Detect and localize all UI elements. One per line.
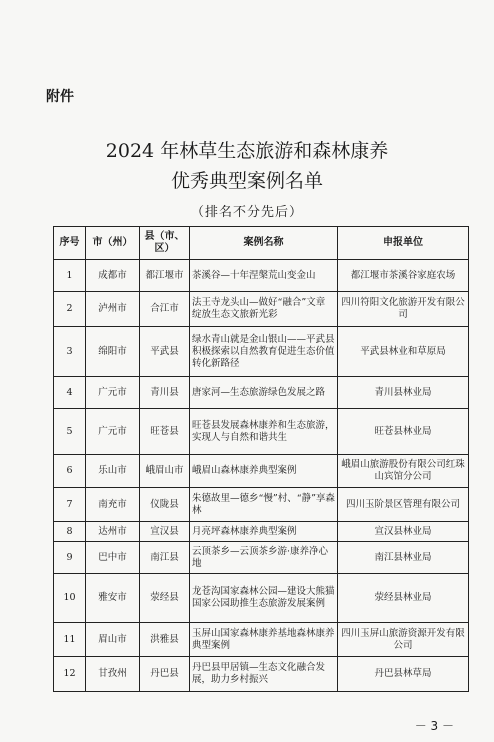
table-row <box>54 542 469 574</box>
row-index: 7 <box>54 488 86 522</box>
row-city: 成都市 <box>86 260 140 292</box>
row-case-name: 云顶茶乡—云顶茶乡游·康养净心地 <box>190 542 338 574</box>
row-county: 青川县 <box>140 377 190 409</box>
row-county: 宣汉县 <box>140 522 190 542</box>
table-header-row <box>54 227 469 260</box>
row-case-name: 唐家河—生态旅游绿色发展之路 <box>190 377 338 409</box>
annex-label: 附件 <box>46 89 74 105</box>
row-applicant: 宣汉县林业局 <box>338 522 469 542</box>
row-applicant: 旺苍县林业局 <box>338 409 469 455</box>
row-index: 1 <box>54 260 86 292</box>
row-applicant: 四川符阳文化旅游开发有限公司 <box>338 292 469 327</box>
table-row <box>54 292 469 327</box>
row-county: 合江市 <box>140 292 190 327</box>
row-applicant: 荥经县林业局 <box>338 574 469 623</box>
table-row <box>54 657 469 692</box>
row-applicant: 都江堰市茶溪谷家庭农场 <box>338 260 469 292</box>
table-row <box>54 409 469 455</box>
row-county: 仪陇县 <box>140 488 190 522</box>
row-county: 丹巴县 <box>140 657 190 692</box>
row-case-name: 绿水青山就是金山银山——平武县积极探索以自然教育促进生态价值转化新路径 <box>190 327 338 377</box>
row-index: 3 <box>54 327 86 377</box>
row-city: 绵阳市 <box>86 327 140 377</box>
header-county: 县（市、区） <box>140 227 190 260</box>
row-city: 广元市 <box>86 409 140 455</box>
row-index: 6 <box>54 455 86 488</box>
row-applicant: 峨眉山旅游股份有限公司红珠山宾馆分公司 <box>338 455 469 488</box>
row-city: 乐山市 <box>86 455 140 488</box>
row-applicant: 南江县林业局 <box>338 542 469 574</box>
table-row <box>54 522 469 542</box>
row-county: 峨眉山市 <box>140 455 190 488</box>
table-row <box>54 488 469 522</box>
row-applicant: 丹巴县林草局 <box>338 657 469 692</box>
page-number: － 3 － <box>414 719 454 733</box>
row-county: 南江县 <box>140 542 190 574</box>
row-case-name: 朱德故里—德乡“慢”村、“静”享森林 <box>190 488 338 522</box>
row-case-name: 法王寺龙头山—做好“融合”文章 绽放生态文旅新光彩 <box>190 292 338 327</box>
document-title-line2: 优秀典型案例名单 <box>170 170 323 192</box>
row-index: 2 <box>54 292 86 327</box>
row-city: 广元市 <box>86 377 140 409</box>
row-case-name: 玉屏山国家森林康养基地森林康养典型案例 <box>190 623 338 657</box>
row-index: 4 <box>54 377 86 409</box>
table-row <box>54 455 469 488</box>
row-index: 10 <box>54 574 86 623</box>
row-city: 甘孜州 <box>86 657 140 692</box>
case-list-table <box>53 226 469 692</box>
row-city: 雅安市 <box>86 574 140 623</box>
header-index: 序号 <box>54 227 86 260</box>
row-county: 都江堰市 <box>140 260 190 292</box>
row-case-name: 旺苍县发展森林康养和生态旅游，实现人与自然和谐共生 <box>190 409 338 455</box>
document-subtitle: （排名不分先后） <box>190 205 303 220</box>
row-index: 5 <box>54 409 86 455</box>
row-index: 12 <box>54 657 86 692</box>
row-county: 荥经县 <box>140 574 190 623</box>
row-case-name: 峨眉山森林康养典型案例 <box>190 455 338 488</box>
row-applicant: 四川玉屏山旅游资源开发有限公司 <box>338 623 469 657</box>
table-row <box>54 377 469 409</box>
row-county: 旺苍县 <box>140 409 190 455</box>
row-city: 眉山市 <box>86 623 140 657</box>
table-row <box>54 623 469 657</box>
row-county: 平武县 <box>140 327 190 377</box>
row-city: 达州市 <box>86 522 140 542</box>
header-case-name: 案例名称 <box>190 227 338 260</box>
row-case-name: 龙苍沟国家森林公园—建设大熊猫国家公园助推生态旅游发展案例 <box>190 574 338 623</box>
row-applicant: 青川县林业局 <box>338 377 469 409</box>
document-title-line1: 2024 年林草生态旅游和森林康养 <box>105 140 389 162</box>
row-city: 巴中市 <box>86 542 140 574</box>
table-row <box>54 574 469 623</box>
row-case-name: 茶溪谷—十年涅槃荒山变金山 <box>190 260 338 292</box>
row-county: 洪雅县 <box>140 623 190 657</box>
row-index: 11 <box>54 623 86 657</box>
row-city: 泸州市 <box>86 292 140 327</box>
table-row <box>54 260 469 292</box>
row-city: 南充市 <box>86 488 140 522</box>
row-applicant: 平武县林业和草原局 <box>338 327 469 377</box>
row-case-name: 丹巴县甲居镇—生态文化融合发展，助力乡村振兴 <box>190 657 338 692</box>
row-index: 8 <box>54 522 86 542</box>
row-index: 9 <box>54 542 86 574</box>
header-applicant: 申报单位 <box>338 227 469 260</box>
row-case-name: 月亮坪森林康养典型案例 <box>190 522 338 542</box>
header-city: 市（州） <box>86 227 140 260</box>
table-row <box>54 327 469 377</box>
row-applicant: 四川玉阶景区管理有限公司 <box>338 488 469 522</box>
